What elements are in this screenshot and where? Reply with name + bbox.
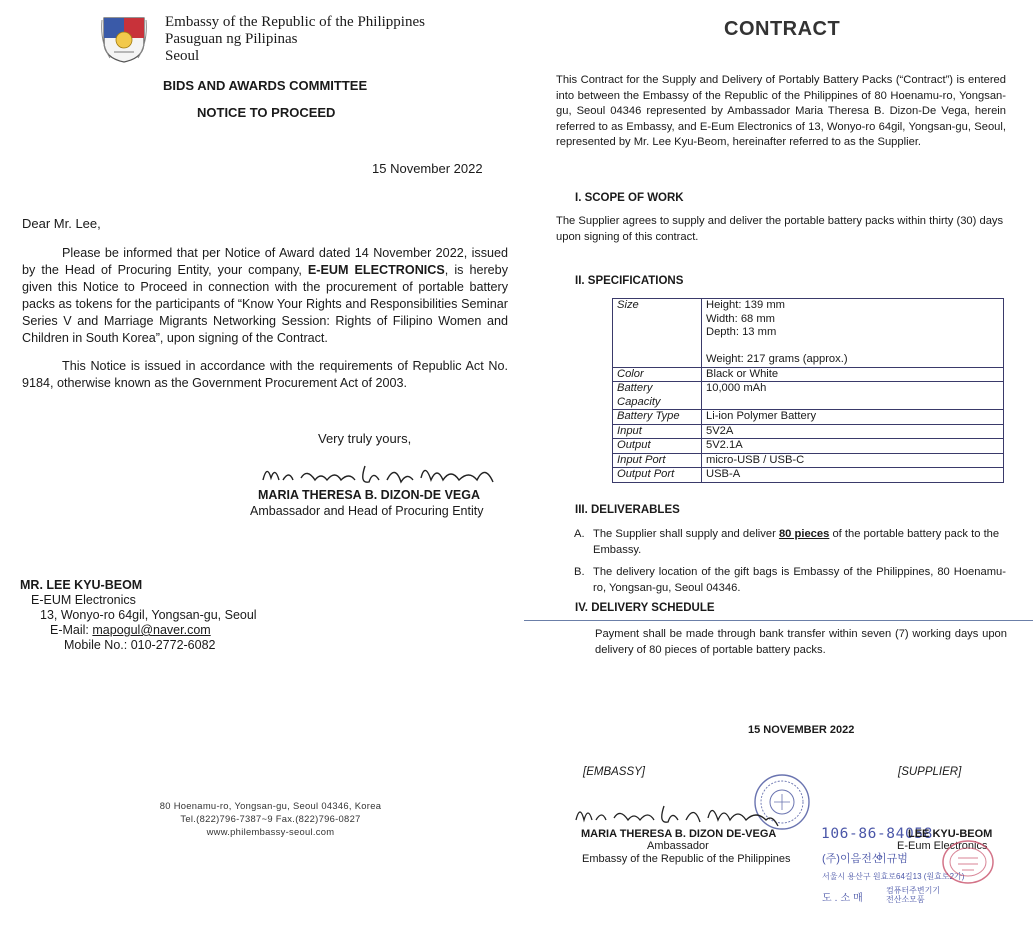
spec-key: Size — [613, 299, 702, 368]
deliverable-b: The delivery location of the gift bags is Embassy of the Philippines, 80 Hoenamu-ro, Yongsan-gu, Seoul 04346. — [593, 566, 1006, 594]
signatory-name: MARIA THERESA B. DIZON-DE VEGA — [258, 488, 480, 502]
recipient-name: MR. LEE KYU-BEOM — [20, 578, 143, 592]
spec-key: Input — [613, 424, 702, 439]
contract-title: CONTRACT — [724, 18, 841, 40]
deliverable-a-quantity: 80 pieces — [778, 528, 830, 540]
signatory-title: Ambassador and Head of Procuring Entity — [250, 504, 484, 518]
embassy-signatory-name: MARIA THERESA B. DIZON DE-VEGA — [581, 828, 777, 840]
deliverable-b-label: B. — [574, 566, 585, 578]
salutation: Dear Mr. Lee, — [22, 216, 101, 231]
footer-website: www.philembassy-seoul.com — [206, 826, 335, 837]
section-divider — [524, 620, 1033, 621]
spec-key: Output Port — [613, 468, 702, 483]
spec-value-line: Li-ion Polymer Battery — [706, 410, 817, 422]
embassy-signatory-role: Ambassador — [647, 840, 709, 852]
footer-phone: Tel.(822)796-7387~9 Fax.(822)796-0827 — [180, 813, 361, 824]
spec-value — [702, 439, 1004, 454]
delivery-schedule-heading: IV. DELIVERY SCHEDULE — [575, 602, 715, 614]
letter-footer — [118, 799, 423, 838]
supplier-company: E-Eum Electronics — [897, 840, 988, 852]
spec-value-line: Width: 68 mm — [706, 312, 776, 325]
spec-row — [613, 424, 1004, 439]
p1-text-b: , is hereby given this Notice to Proceed in connection with the procurement of portable battery packs as tokens for the participants of “Know Your Rights and Responsibilities Seminar Series V and Marriage Migrants Networking Session: Rights of Filipino Women and Children in South Korea”, upon signing of the Contract. — [22, 263, 508, 345]
deliverable-a-label: A. — [574, 528, 585, 540]
stamp-address: 서울시 용산구 원효로64길13 (원효로2가) — [822, 872, 965, 881]
spec-key: Input Port — [613, 453, 702, 468]
spec-key: Color — [613, 367, 702, 382]
spec-row — [613, 410, 1004, 425]
spec-row — [613, 367, 1004, 382]
stamp-representative: 이규범 — [876, 853, 908, 865]
deliverables-heading: III. DELIVERABLES — [575, 504, 680, 516]
embassy-signatory-org: Embassy of the Republic of the Philippines — [582, 853, 791, 865]
spec-row — [613, 382, 1004, 410]
spec-value-line: Black or White — [706, 367, 779, 380]
spec-row — [613, 439, 1004, 454]
recipient-email-line — [50, 623, 211, 637]
spec-value — [702, 367, 1004, 382]
deliverable-a-post: of the portable battery pack to the Embassy. — [593, 528, 1000, 556]
notice-title: NOTICE TO PROCEED — [197, 105, 336, 120]
spec-row — [613, 299, 1004, 368]
notice-date: 15 November 2022 — [372, 161, 483, 176]
notice-paragraph-2: This Notice is issued in accordance with the requirements of Republic Act No. 9184, otherwise known as the Government Procurement Act of 2003. — [22, 359, 508, 390]
spec-value-line: Height: 139 mm — [706, 299, 785, 311]
deliverable-a — [593, 527, 1006, 558]
spec-value-line: Depth: 13 mm — [706, 326, 777, 338]
specifications-table — [612, 298, 1004, 483]
spec-value-line: USB-A — [706, 468, 741, 480]
recipient-email-link[interactable]: mapogul@naver.com — [92, 623, 211, 637]
spec-key: Battery Capacity — [613, 382, 702, 410]
business-registration-stamp: 106-86-84058 — [821, 826, 933, 842]
contract-date: 15 NOVEMBER 2022 — [748, 724, 855, 736]
embassy-party-label: [EMBASSY] — [583, 766, 645, 778]
recipient-address: 13, Wonyo-ro 64gil, Yongsan-gu, Seoul — [40, 608, 257, 622]
spec-value-line: Weight: 217 grams (approx.) — [706, 353, 848, 365]
spec-value — [702, 410, 1004, 425]
footer-address: 80 Hoenamu-ro, Yongsan-gu, Seoul 04346, Korea — [159, 800, 382, 811]
closing: Very truly yours, — [318, 431, 412, 446]
recipient-company: E-EUM Electronics — [31, 593, 136, 607]
spec-value — [702, 468, 1004, 483]
supplier-party-label: [SUPPLIER] — [898, 766, 962, 778]
spec-value — [702, 382, 1004, 410]
spec-key: Battery Type — [613, 410, 702, 425]
company-seal-stamp-icon — [940, 838, 996, 886]
committee-heading: BIDS AND AWARDS COMMITTEE — [163, 78, 368, 93]
supplier-signatory-name: LEE KYU-BEOM — [908, 828, 993, 840]
spec-row — [613, 468, 1004, 483]
stamp-item-1: 컴퓨터주변기기 — [886, 886, 941, 895]
spec-value — [702, 453, 1004, 468]
spec-value-line: 5V2.1A — [706, 439, 743, 451]
spec-value-line: 10,000 mAh — [706, 382, 767, 394]
p1-text-a: Please be informed that per Notice of Award dated 14 November 2022, issued by the Head of Procuring Entity, your company, — [22, 246, 508, 277]
spec-value — [702, 299, 1004, 368]
specifications-heading: II. SPECIFICATIONS — [575, 275, 684, 287]
spec-key: Output — [613, 439, 702, 454]
scope-heading: I. SCOPE OF WORK — [575, 192, 684, 204]
contract-intro: This Contract for the Supply and Delivery of Portably Battery Packs (“Contract”) is entered into between the Embassy of the Republic of the Philippines of 80 Hoenamu-ro, Yongsan-gu, Seoul 04346 represented by Ambassador Maria Theresa B. Dizon-De Vega, herein referred to as Embassy, and E-Eum Electronics of 13, Wonyo-ro 64gil, Yongsan-gu, Seoul, represented by Mr. Lee Kyu-Beom, hereinafter referred to as the Supplier. — [556, 74, 1006, 148]
p1-company: E-EUM ELECTRONICS — [307, 263, 445, 277]
scope-text: The Supplier agrees to supply and deliver the portable battery packs within thirty (30) days upon signing of this contract. — [556, 215, 1004, 243]
spec-value — [702, 424, 1004, 439]
stamp-item-2: 전산소모품 — [886, 895, 925, 904]
spec-value-line: micro-USB / USB-C — [706, 453, 805, 466]
stamp-business-type: 도.소매 — [822, 893, 866, 904]
stamp-business-items — [886, 886, 940, 904]
spec-value-line: 5V2A — [706, 424, 734, 437]
recipient-mobile: Mobile No.: 010-2772-6082 — [64, 638, 216, 652]
spec-value-line — [706, 340, 999, 354]
philippine-seal-icon — [100, 12, 148, 64]
deliverable-a-pre: The Supplier shall supply and deliver — [593, 528, 779, 540]
email-label: E-Mail: — [50, 623, 93, 637]
stamp-company-name: (주)이음전산 — [822, 853, 883, 865]
spec-row — [613, 453, 1004, 468]
notice-paragraph-1 — [22, 245, 508, 347]
embassy-name-tl: Pasuguan ng Pilipinas — [165, 31, 298, 47]
delivery-schedule-text: Payment shall be made through bank transfer within seven (7) working days upon delivery of 80 pieces of portable battery packs. — [595, 628, 1007, 656]
embassy-letterhead — [165, 14, 425, 65]
embassy-name-en: Embassy of the Republic of the Philippines — [165, 14, 425, 30]
embassy-city: Seoul — [165, 48, 200, 64]
